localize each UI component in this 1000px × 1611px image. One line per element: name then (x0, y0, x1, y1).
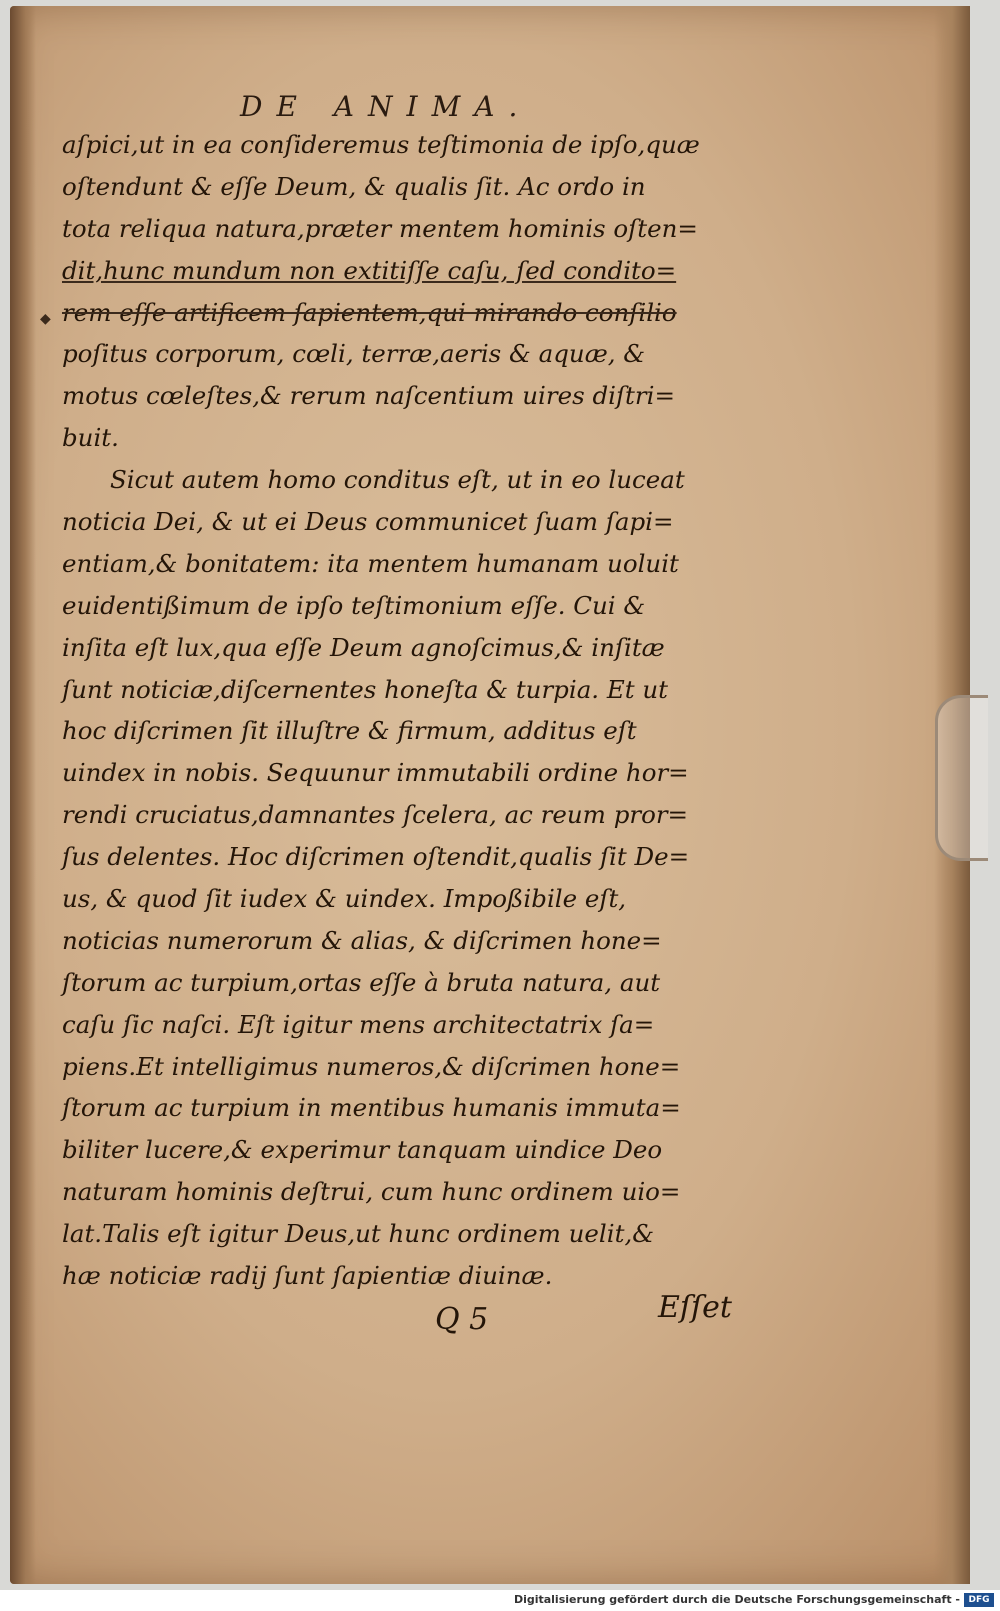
digitization-credit: Digitalisierung gefördert durch die Deutsche Forschungsgemeinschaft - (513, 1593, 960, 1606)
text-line: noticias numerorum & alias, & diſcrimen hone= (62, 925, 662, 955)
text-line: entiam,& bonitatem: ita mentem humanam uoluit (62, 548, 679, 578)
text-line: tota reliqua natura,præter mentem hominis oſten= (62, 213, 698, 243)
text-line: ſunt noticiæ,diſcernentes honeſta & turpia. Et ut (62, 674, 669, 704)
text-line: aſpici,ut in ea conſideremus teſtimonia de ipſo,quæ (62, 130, 700, 159)
credit-bar (0, 1590, 1000, 1611)
text-line: rendi cruciatus,damnantes ſcelera, ac reum pror= (62, 800, 689, 830)
text-line: oſtendunt & eſſe Deum, & qualis ſit. Ac ordo in (62, 171, 646, 201)
text-line: hæ noticiæ radij ſunt ſapientiæ diuinæ. (62, 1261, 553, 1291)
book-page (10, 6, 970, 1584)
signature-mark: Q 5 (435, 1302, 489, 1337)
page-footer (10, 1290, 970, 1350)
text-line: dit,hunc mundum non extitiſſe caſu, ſed condito= (62, 255, 677, 285)
text-line: caſu ſic naſci. Eſt igitur mens architectatrix ſa= (62, 1009, 655, 1039)
catchword: Eſſet (658, 1290, 732, 1325)
text-line: uindex in nobis. Sequunur immutabili ordine hor= (62, 758, 689, 788)
margin-mark: ◆ (40, 311, 51, 327)
bookmark-tab (935, 695, 988, 861)
text-line: poſitus corporum, cœli, terræ,aeris & aquæ, & (62, 339, 646, 369)
text-line: hoc diſcrimen ſit illuſtre & firmum, additus eſt (62, 716, 637, 746)
text-line: naturam hominis deſtrui, cum hunc ordinem uio= (62, 1177, 681, 1207)
text-line: euidentißimum de ipſo teſtimonium eſſe. Cui & (62, 590, 646, 620)
body-text (62, 124, 742, 1297)
dfg-logo: DFG (964, 1593, 994, 1607)
text-line: piens.Et intelligimus numeros,& diſcrimen hone= (62, 1051, 681, 1081)
text-line: buit. (62, 423, 119, 453)
text-line: us, & quod ſit iudex & uindex. Impoßibile eſt, (62, 884, 627, 914)
text-line: ſus delentes. Hoc diſcrimen oſtendit,qualis ſit De= (62, 842, 690, 872)
running-head: DE ANIMA. (240, 90, 532, 123)
text-line: ſtorum ac turpium,ortas eſſe à bruta natura, aut (62, 967, 661, 997)
text-line: inſita eſt lux,qua eſſe Deum agnoſcimus,& inſitæ (62, 632, 665, 662)
text-line: rem eſſe artificem ſapientem,qui mirando conſilio (62, 297, 677, 327)
text-line: motus cœleſtes,& rerum naſcentium uires diſtri= (62, 381, 675, 411)
text-line: biliter lucere,& experimur tanquam uindice Deo (62, 1135, 663, 1165)
text-line: noticia Dei, & ut ei Deus communicet ſuam ſapi= (62, 507, 674, 537)
text-line: lat.Talis eſt igitur Deus,ut hunc ordinem uelit,& (62, 1219, 655, 1249)
text-line: ſtorum ac turpium in mentibus humanis immuta= (62, 1093, 681, 1123)
text-line: Sicut autem homo conditus eſt, ut in eo luceat (110, 465, 685, 495)
